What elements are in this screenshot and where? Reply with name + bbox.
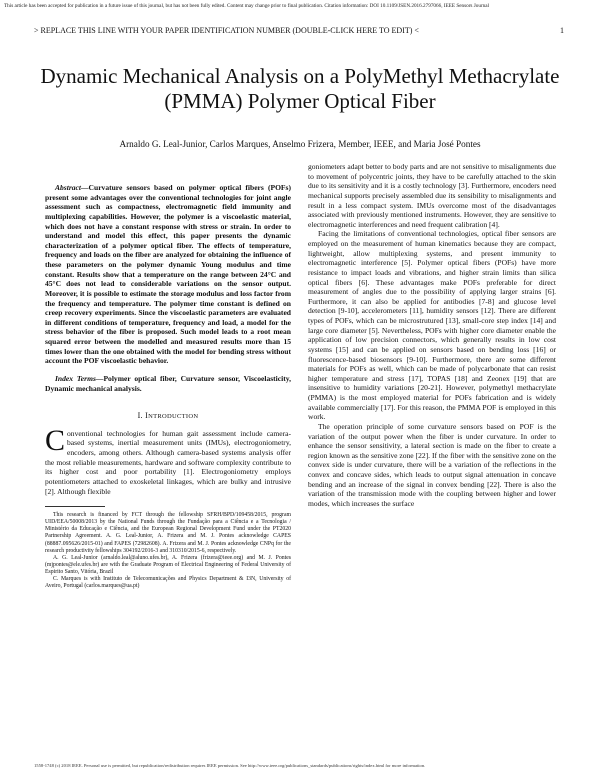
section-rest: NTRODUCTION: [148, 413, 199, 421]
section-numeral: I.: [137, 411, 143, 421]
paper-title: Dynamic Mechanical Analysis on a PolyMethyl Methacrylate (PMMA) Polymer Optical Fiber: [40, 64, 560, 113]
footnote-divider: [45, 506, 105, 507]
section-heading-introduction: [45, 411, 291, 422]
author-list: Arnaldo G. Leal-Junior, Carlos Marques, Anselmo Frizera, Member, IEEE, and Maria José Pontes: [119, 139, 481, 149]
right-column: [308, 162, 556, 509]
index-terms: [45, 374, 291, 393]
intro-paragraph: Conventional technologies for human gait assessment include camera-based systems, inertial measurement units (IMUs), electrogoniometry, encoders, among others. Although camera-based systems analysis offer the most reliable measurements, hardware and software complexity contribute to its higher cost and poor portability [1]. Electrogoniometry employs potentiometers attached to exoskeletal linkages, which are bulky and intrusive [2]. Although flexible: [45, 423, 291, 496]
abstract-lead: Abstract: [55, 183, 81, 192]
body-paragraph: Facing the limitations of conventional technologies, optical fiber sensors are employed on the measurement of human kinematics because they are compact, lightweight, allow multiplexing systems, and present immunity to electromagnetic interference [5]. Polymer optical fibers (POFs) have more resistance to impact loads and vibrations, and higher strain limits than silica optical fibers [6]. These advantages make POFs preferable for direct measurement of angles due to the possibility of applying larger strains [6]. Furthermore, it can also be applied for antibodies [7-8] and glucose level detection [9-10], accelerometers [11], humidity sensors [12]. There are different types of POFs, which can be microstrutured [13], small-core step index [14] and large core diameter [5]. Nevertheless, POFs with higher core diameter enable the application of low precision connectors, which generally results in low cost systems [15] and can be applied on sensors based on bending loss [16] or fluorescence-based biosensors [9-10]. Furthermore, there are some different materials for POFs as well, which can be made of polycarbonate that can resist higher temperature and stress [17], TOPAS [18] and Zeonex [19] that are insensitive to humidity variations [20-21]. However, polymethyl methacrylate (PMMA) is the most employed material for POFs fabrication and is widely available commercially [17]. For this reason, the PMMA POF is employed in this work.: [308, 229, 556, 422]
abstract-text: —Curvature sensors based on polymer optical fibers (POFs) present some advantages over the conventional technologies for joint angle assessment such as compactness, electromagnetic field immunity and multiplexing capabilities. However, the polymer is a viscoelastic material, which does not have a constant response with stress or strain. In order to understand and model this effect, this paper presents the dynamic characterization of a polymer optical fiber. The effects of temperature, frequency and loads on the fiber are analyzed for obtaining the influence of these parameters on the polymer dynamic Young modulus and time constant. Results show that a temperature on the range between 24°C and 45°C does not lead to considerable variations on the sensor output. Moreover, it is possible to estimate the storage modulus and loss factor from the frequency and temperature. The polymer time constant is defined on creep recovery experiments. Since the viscoelastic parameters are evaluated in different conditions of temperature, frequency and load, a model for the stress behavior of the fiber is proposed. Such model leads to a root mean squared error between the modelled and measured results more than 15 times lower than the one obtained with the model for bending stress without account the POF viscoelastic behavior.: [45, 183, 291, 366]
footnote-affiliation-aveiro: C. Marques is with Instituto de Telecomunicações and Physics Department & I3N, University of Aveiro, Portugal (carlos.marques@ua.pt): [45, 575, 291, 590]
index-terms-lead: Index Terms: [55, 373, 96, 383]
body-paragraph: The operation principle of some curvature sensors based on POF is the variation of the output power when the fiber is under curvature. In order to enhance the sensor sensitivity, a lateral section is made on the fiber to create a region known as the sensitive zone [22]. If the fiber with the sensitive zone on the convex side is under curvature, there will be a variation of the reflections in the convex and concave sides, which leads to output signal attenuation in concave bending and an increase of the signal in convex bending [22]. There is also the variation of the transmission mode with the coupling between higher and lower modes, which increases the surface: [308, 421, 556, 508]
footnote-funding: This research is financed by FCT through the fellowship SFRH/BPD/109458/2015, program UID/EEA/50008/2013 by the National Funds through the Fundação para a Ciência e a Tecnologia / Ministério da Educação e Ciência, and the European Regional Development Fund under the PT2020 Partnership Agreement. A. G. Leal-Junior, A. Frizera and M. J. Pontes acknowledge CAPES (88887.095626/2015-01) and FAPES (72982608). A. Frizera and M. J. Pontes acknowledge CNPq for the research productivity fellowships 304192/2016-3 and 310310/2015-6, respectively.: [45, 512, 291, 554]
left-column: [45, 183, 291, 590]
header-text: > REPLACE THIS LINE WITH YOUR PAPER IDENTIFICATION NUMBER (DOUBLE-CLICK HERE TO EDIT) <: [34, 26, 419, 35]
section-first-letter: I: [145, 411, 149, 421]
index-terms-text: —Polymer optical fiber, Curvature sensor, Viscoelasticity, Dynamic mechanical analysis.: [45, 373, 291, 393]
footnote-affiliation-ufes: A. G. Leal-Junior (arnaldo.leal@aluno.ufes.br), A. Frizera (frizera@ieee.org) and M. J. Pontes (mjpontes@ele.ufes.br) are with the Graduate Program of Electrical Engineering of Federal University of Espirito Santo, Vitória, Brazil: [45, 554, 291, 575]
page-number: 1: [560, 26, 564, 35]
running-header: [34, 26, 564, 35]
abstract: [45, 183, 291, 366]
copyright-footer: 1558-1748 (c) 2018 IEEE. Personal use is permitted, but republication/redistribution requires IEEE permission. See http://www.ieee.org/publications_standards/publications/rights/index.html for more information.: [34, 763, 426, 768]
publication-notice: This article has been accepted for publication in a future issue of this journal, but has not been fully edited. Content may change prior to final publication. Citation information: DOI 10.1109/JSEN.2016.2797066, IEEE Sensors Journal: [4, 3, 490, 9]
body-paragraph: goniometers adapt better to body parts and are not sensitive to misalignments due to movement of polycentric joints, they have to be carefully attached to the skin due to its sensitivity and it is a costly technology [3]. Furthermore, encoders need mechanical supports precisely assembled due its sensibility to misalignments and result in a less compact system. IMUs overcome most of the disadvantages associated with previously mentioned instruments. However, they are sensitive to electromagnetic interferences and need frequent calibration [4].: [308, 162, 556, 229]
